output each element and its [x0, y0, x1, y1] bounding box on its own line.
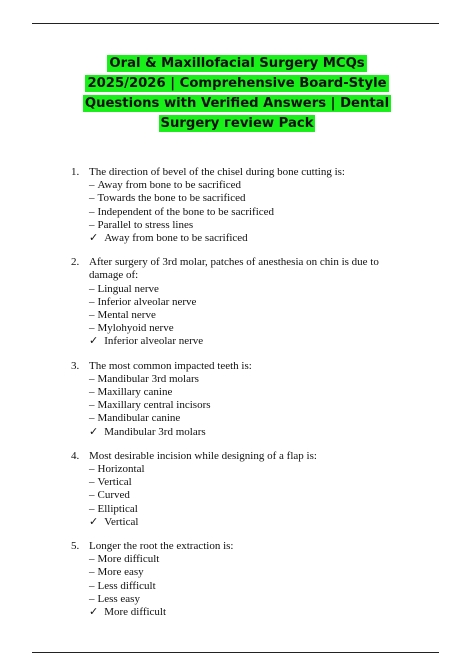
- option-dash: –: [89, 309, 95, 322]
- option-text: Parallel to stress lines: [97, 218, 194, 231]
- answer-option: [89, 566, 399, 579]
- question-text: The most common impacted teeth is:: [89, 359, 252, 372]
- option-dash: –: [89, 282, 95, 295]
- question-item: [0, 256, 474, 348]
- answer-text: Mandibular 3rd molars: [104, 425, 206, 438]
- checkmark-icon: ✓: [89, 335, 99, 348]
- answer-option: [89, 463, 399, 476]
- option-dash: –: [89, 592, 95, 605]
- option-dash: –: [89, 372, 95, 385]
- answer-text: Inferior alveolar nerve: [104, 335, 204, 348]
- question-text: Most desirable incision while designing of a flap is:: [89, 449, 317, 462]
- question-number: 3.: [71, 359, 80, 372]
- question-item: [0, 450, 474, 529]
- question-body: [89, 360, 399, 439]
- checkmark-icon: ✓: [89, 515, 99, 528]
- answer-option: [89, 373, 399, 386]
- option-text: Less difficult: [97, 579, 156, 592]
- option-text: Lingual nerve: [97, 282, 159, 295]
- answer-option: [89, 386, 399, 399]
- top-rule: [32, 23, 439, 24]
- title-highlight: Oral & Maxillofacial Surgery MCQs 2025/2026 | Comprehensive Board-Style Questions with Verified Answers | Dental Surgery гeview Pack: [84, 56, 390, 131]
- question-body: [89, 450, 399, 529]
- option-text: Mylohyoid nerve: [97, 322, 174, 335]
- option-text: Curved: [97, 489, 130, 502]
- answer-option: [89, 412, 399, 425]
- answer-option: [89, 476, 399, 489]
- answer-option: [89, 593, 399, 606]
- checkmark-icon: ✓: [89, 606, 99, 619]
- option-dash: –: [89, 502, 95, 515]
- question-body: [89, 256, 399, 348]
- option-dash: –: [89, 218, 95, 231]
- question-number: 1.: [71, 166, 80, 178]
- answer-option: [89, 580, 399, 593]
- option-text: Less easy: [97, 592, 140, 605]
- answer-option: [89, 296, 399, 309]
- option-dash: –: [89, 399, 95, 412]
- option-text: Mental nerve: [97, 309, 156, 322]
- correct-answer: [89, 426, 399, 439]
- answer-text: More difficult: [104, 606, 167, 619]
- option-dash: –: [89, 192, 95, 205]
- option-dash: –: [89, 476, 95, 489]
- question-body: [89, 540, 399, 619]
- option-text: Vertical: [97, 476, 132, 489]
- option-text: Mandibular canine: [97, 412, 181, 425]
- option-text: More difficult: [97, 553, 160, 566]
- answer-option: [89, 192, 399, 205]
- option-dash: –: [89, 566, 95, 579]
- option-text: Maxillary canine: [97, 386, 173, 399]
- option-text: Mandibular 3rd molars: [97, 372, 199, 385]
- option-dash: –: [89, 489, 95, 502]
- question-body: [89, 166, 399, 245]
- correct-answer: [89, 232, 399, 245]
- option-text: Away from bone to be sacrificed: [97, 179, 241, 192]
- answer-option: [89, 206, 399, 219]
- document-title: [72, 54, 402, 134]
- correct-answer: [89, 335, 399, 348]
- option-text: Independent of the bone to be sacrificed: [97, 205, 275, 218]
- answer-option: [89, 309, 399, 322]
- answer-text: Vertical: [104, 515, 139, 528]
- option-text: Inferior alveolar nerve: [97, 295, 197, 308]
- option-text: Towards the bone to be sacrificed: [97, 192, 246, 205]
- answer-option: [89, 179, 399, 192]
- option-dash: –: [89, 322, 95, 335]
- correct-answer: [89, 516, 399, 529]
- option-dash: –: [89, 579, 95, 592]
- option-dash: –: [89, 463, 95, 476]
- option-text: More easy: [97, 566, 144, 579]
- option-text: Horizontal: [97, 463, 145, 476]
- answer-text: Away from bone to be sacrificed: [104, 232, 248, 245]
- option-dash: –: [89, 553, 95, 566]
- bottom-rule: [32, 652, 439, 653]
- answer-option: [89, 399, 399, 412]
- answer-option: [89, 553, 399, 566]
- question-text: The direction of bevel of the chisel during bone cutting is:: [89, 166, 345, 178]
- option-dash: –: [89, 179, 95, 192]
- question-list: [0, 166, 474, 619]
- answer-option: [89, 489, 399, 502]
- question-text: After surgery of 3rd molar, patches of anesthesia on chin is due to damage of:: [89, 256, 379, 282]
- option-dash: –: [89, 205, 95, 218]
- answer-option: [89, 219, 399, 232]
- checkmark-icon: ✓: [89, 232, 99, 245]
- question-number: 5.: [71, 540, 80, 553]
- question-item: [0, 540, 474, 619]
- question-text: Longer the root the extraction is:: [89, 540, 234, 553]
- option-text: Elliptical: [97, 502, 138, 515]
- answer-option: [89, 503, 399, 516]
- answer-option: [89, 322, 399, 335]
- question-number: 4.: [71, 449, 80, 462]
- option-dash: –: [89, 295, 95, 308]
- correct-answer: [89, 606, 399, 619]
- question-number: 2.: [71, 256, 80, 269]
- option-text: Maxillary central incisors: [97, 399, 211, 412]
- option-dash: –: [89, 386, 95, 399]
- checkmark-icon: ✓: [89, 425, 99, 438]
- question-item: [0, 360, 474, 439]
- question-item: [0, 166, 474, 245]
- option-dash: –: [89, 412, 95, 425]
- answer-option: [89, 283, 399, 296]
